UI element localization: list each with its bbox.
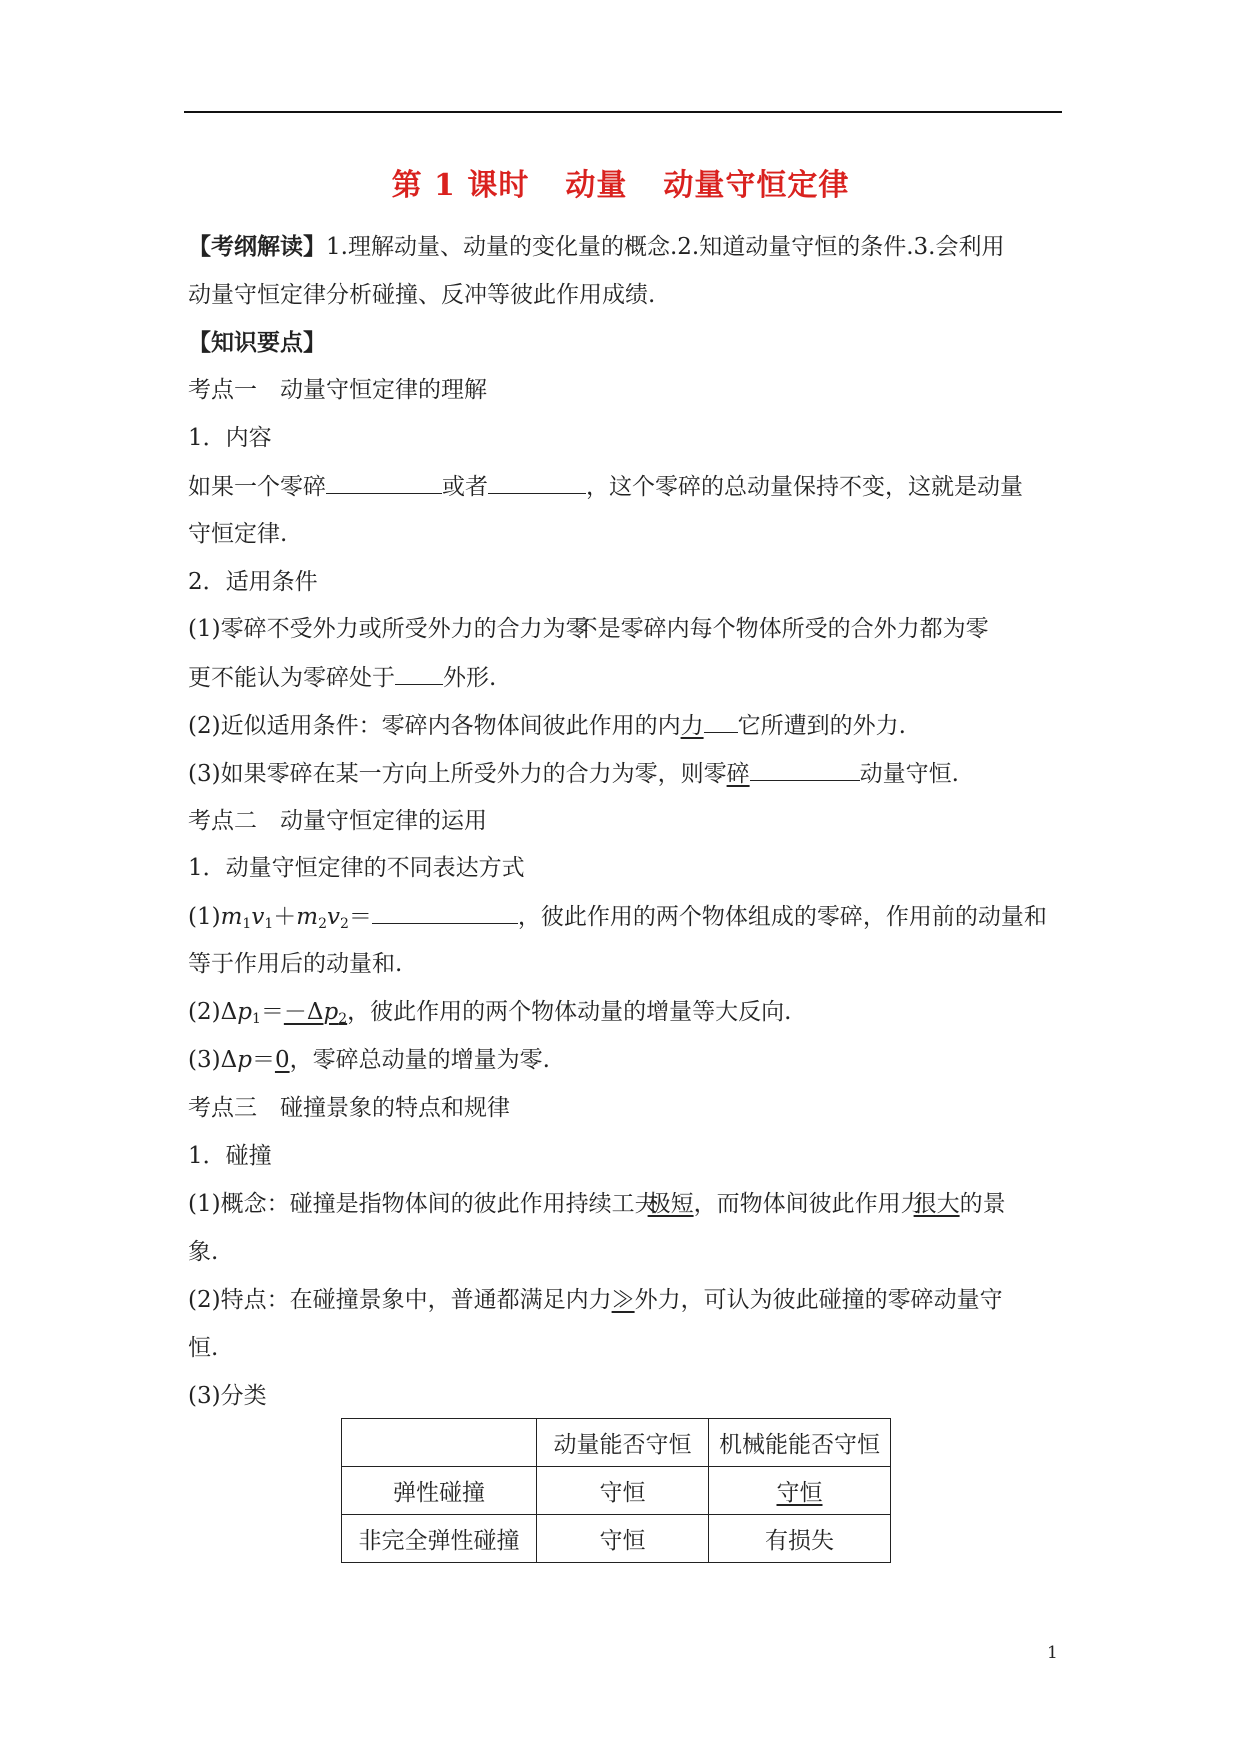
kp1-heading: 考点一 动量守恒定律的理解	[188, 377, 487, 403]
expr3-text: ，零碎总动量的增量为零.	[289, 1047, 550, 1073]
cond3-text-b: 动量守恒.	[859, 761, 959, 787]
outline-line-2	[188, 280, 655, 310]
expr2-underlined	[284, 999, 347, 1025]
cond1-text-c: 更不能认为零碎处于	[188, 665, 395, 691]
table-header-cell: 机械能能否守恒	[709, 1419, 891, 1467]
expr3-underlined: 0	[274, 1047, 290, 1073]
kp3-concept-line	[188, 1189, 1006, 1219]
cond1-text-b: 不是零碎内每个物体所受的合外力都为零	[574, 616, 989, 642]
kp1-content-line-2: 守恒定律.	[188, 521, 288, 547]
table-header-cell: 动量能否守恒	[537, 1419, 709, 1467]
kp1-content-heading: 1．内容	[188, 425, 272, 451]
expr2-prefix: (2)Δ	[188, 999, 238, 1025]
table-cell: 守恒	[537, 1515, 709, 1563]
concept-text-a: (1)概念：碰撞是指物体间的彼此作用持续工夫	[188, 1191, 658, 1217]
subscript-1: 1	[242, 916, 252, 932]
kp2-heading: 考点二 动量守恒定律的运用	[188, 808, 487, 834]
symbol-m: m	[296, 904, 319, 930]
plus-sign: ＋	[273, 904, 297, 930]
feature-text-b: 外力，可认为彼此碰撞的零碎动量守	[634, 1287, 1003, 1313]
table-cell: 弹性碰撞	[342, 1467, 537, 1515]
kp3-feature-line	[188, 1285, 1003, 1315]
symbol-m: m	[220, 904, 243, 930]
table-header-cell	[342, 1419, 537, 1467]
title-topic-conservation: 动量守恒定律	[663, 168, 850, 203]
content-text-b: 或者	[442, 474, 488, 500]
title-lesson-number: 第 1 课时	[391, 168, 530, 203]
fill-blank[interactable]	[488, 471, 586, 494]
kp1-cond2-line	[188, 710, 906, 741]
equals-sign: ＝	[251, 1047, 275, 1073]
kp3-feature-line-2: 恒.	[188, 1335, 219, 1361]
feature-text-a: (2)特点：在碰撞景象中，普通都满足内力	[188, 1287, 612, 1313]
concept-underlined-2: 很大	[913, 1191, 960, 1217]
kp2-expr1-line-2: 等于作用后的动量和.	[188, 951, 403, 977]
expr2-text: ，彼此作用的两个物体动量的增量等大反向.	[347, 999, 792, 1025]
outline-text-2: 动量守恒定律分析碰撞、反冲等彼此作用成绩.	[188, 282, 656, 308]
expr1-text: ，彼此作用的两个物体组成的零碎，作用前的动量和	[517, 904, 1047, 930]
subscript-1: 1	[264, 916, 274, 932]
kp1-content-line	[188, 471, 1023, 502]
lesson-title	[0, 160, 1241, 204]
kp1-cond-heading: 2．适用条件	[188, 569, 318, 595]
symbol-v: v	[326, 904, 340, 930]
symbol-v: v	[251, 904, 265, 930]
cond3-text-a: (3)如果零碎在某一方向上所受外力的合力为零，则零	[188, 761, 727, 787]
fill-blank[interactable]	[372, 901, 518, 924]
table-row	[342, 1515, 891, 1563]
table-header-row	[342, 1419, 891, 1467]
outline-line-1	[188, 232, 1004, 262]
expr1-prefix: (1)	[188, 904, 221, 930]
kp3-coll-heading: 1．碰撞	[188, 1143, 272, 1169]
outline-text-1: 1.理解动量、动量的变化量的概念.2.知道动量守恒的条件.3.会利用	[326, 234, 1005, 260]
expr3-prefix: (3)Δ	[188, 1047, 238, 1073]
symbol-p: p	[237, 1047, 252, 1073]
table-cell: 非完全弹性碰撞	[342, 1515, 537, 1563]
concept-underlined-1: 极短	[647, 1191, 694, 1217]
kp1-cond1-line	[188, 614, 989, 644]
concept-text-c: 的景	[959, 1191, 1006, 1217]
kp2-expr1-line	[188, 901, 1047, 939]
kp2-expr2-line	[188, 997, 791, 1034]
kp3-concept-line-2: 象.	[188, 1239, 219, 1265]
expr2-underlined-text: －Δ	[283, 999, 324, 1025]
subscript-2: 2	[338, 1011, 348, 1027]
fill-blank[interactable]	[704, 710, 738, 733]
feature-underlined: ≫	[611, 1287, 635, 1313]
header-rule	[184, 111, 1062, 113]
cond2-underlined: 力	[680, 713, 704, 739]
table-cell-underlined: 守恒	[776, 1480, 823, 1506]
page-number: 1	[1047, 1643, 1058, 1663]
subscript-2: 2	[318, 916, 327, 932]
kp3-class-heading: (3)分类	[188, 1383, 267, 1409]
kp1-cond1-line-2	[188, 662, 496, 693]
table-cell: 守恒	[537, 1467, 709, 1515]
content-text-a: 如果一个零碎	[188, 474, 326, 500]
fill-blank[interactable]	[326, 471, 442, 494]
key-points-heading: 【知识要点】	[188, 329, 326, 356]
kp2-expr3-line	[188, 1045, 550, 1075]
content-text-c: ，这个零碎的总动量保持不变，这就是动量	[586, 474, 1023, 500]
collision-classification-table	[341, 1418, 891, 1563]
cond1-text-a: (1)零碎不受外力或所受外力的合力为零	[188, 616, 589, 642]
title-topic-momentum: 动量	[565, 168, 628, 203]
cond3-underlined: 碎	[726, 761, 750, 787]
outline-label: 【考纲解读】	[188, 233, 326, 260]
table-cell	[709, 1467, 891, 1515]
equals-sign: ＝	[260, 999, 284, 1025]
symbol-p: p	[323, 999, 339, 1025]
subscript-1: 1	[251, 1011, 261, 1027]
concept-text-b: ，而物体间彼此作用力	[693, 1191, 924, 1217]
cond1-text-d: 外形.	[443, 665, 497, 691]
cond2-text-b: 它所遭到的外力.	[737, 713, 906, 739]
kp3-heading: 考点三 碰撞景象的特点和规律	[188, 1095, 510, 1121]
table-cell: 有损失	[709, 1515, 891, 1563]
table-row	[342, 1467, 891, 1515]
kp1-cond3-line	[188, 758, 959, 789]
subscript-2: 2	[339, 916, 349, 932]
fill-blank[interactable]	[750, 758, 860, 781]
equals-sign: ＝	[348, 904, 372, 930]
symbol-p: p	[237, 999, 252, 1025]
kp2-expr-heading: 1．动量守恒定律的不同表达方式	[188, 855, 525, 881]
cond2-text-a: (2)近似适用条件：零碎内各物体间彼此作用的内	[188, 713, 681, 739]
fill-blank[interactable]	[395, 662, 443, 685]
